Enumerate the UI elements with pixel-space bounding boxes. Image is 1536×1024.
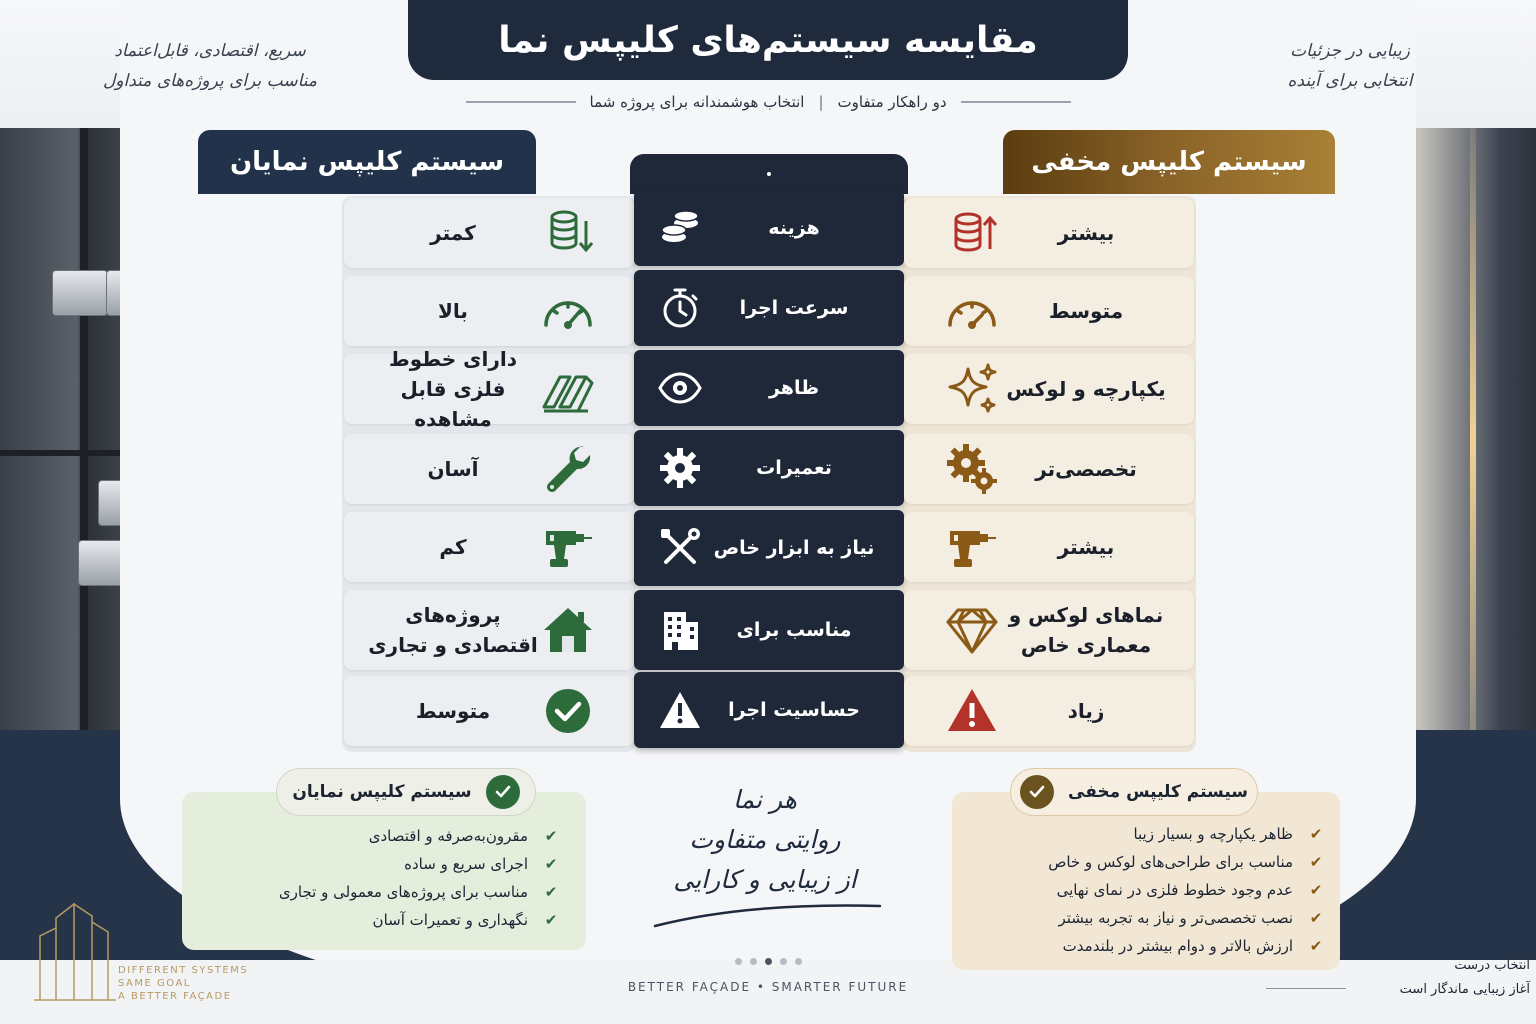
list-item: ✔ ارزش بالاتر و دوام بیشتر در بلندمدت: [1062, 937, 1323, 955]
corner-note-left: سریع، اقتصادی، قابل‌اعتماد مناسب برای پروژه‌های متداول: [102, 41, 318, 91]
check-circle-icon: [486, 775, 520, 809]
hidden-summary-title: سیستم کلیپس مخفی: [1010, 768, 1258, 816]
center-quote: هر نما روایتی متفاوت از زیبایی و کارایی: [620, 780, 910, 942]
warning-icon: [944, 683, 1000, 739]
corner-note-right: زیبایی در جزئیات انتخابی برای آینده: [1287, 41, 1413, 91]
diamond-icon: [944, 602, 1000, 658]
check-circle-icon: [1020, 775, 1054, 809]
visible-system-header: سیستم کلیپس نمایان: [198, 130, 536, 194]
row-appearance-hidden: یکپارچه و لوکس: [904, 354, 1194, 424]
list-item: ✔ مناسب برای پروژه‌های معمولی و تجاری: [278, 883, 558, 901]
stopwatch-icon: [658, 286, 702, 330]
drill-icon: [540, 519, 596, 575]
coins-up-icon: [944, 205, 1000, 261]
row-suitable-hidden: نماهای لوکس و معماری خاص: [904, 590, 1194, 670]
list-item: ✔ مقرون‌به‌صرفه و اقتصادی: [368, 827, 558, 845]
swash-decoration: [645, 900, 885, 930]
gauge-mid-icon: [944, 283, 1000, 339]
page-subtitle: دو راهکار متفاوت | انتخاب هوشمندانه برای پروژه شما: [440, 90, 1096, 114]
list-item: ✔ ظاهر یکپارچه و بسیار زیبا: [1133, 825, 1323, 843]
footer-slogan: انتخاب درست آغاز زیبایی ماندگار است: [1399, 958, 1530, 997]
pager-dot[interactable]: [750, 958, 757, 965]
pager-dots: [735, 958, 802, 965]
list-item: ✔ نگهداری و تعمیرات آسان: [372, 911, 558, 929]
list-item: ✔ عدم وجود خطوط فلزی در نمای نهایی: [1056, 881, 1323, 899]
house-icon: [540, 602, 596, 658]
row-cost-visible: کمتر: [344, 198, 634, 268]
row-tools-visible: کم: [344, 512, 634, 582]
row-tools-criterion: نیاز به ابزار خاص: [634, 510, 904, 586]
row-sensitivity-visible: متوسط: [344, 676, 634, 746]
pager-dot-active[interactable]: [765, 958, 772, 965]
row-cost-hidden: بیشتر: [904, 198, 1194, 268]
building-logo-icon: [34, 896, 116, 1002]
wrench-icon: [540, 441, 596, 497]
check-circle-icon: [540, 683, 596, 739]
list-item: ✔ نصب تخصصی‌تر و نیاز به تجربه بیشتر: [1058, 909, 1323, 927]
gears-icon: [944, 441, 1000, 497]
list-item: ✔ اجرای سریع و ساده: [404, 855, 558, 873]
coins-icon: [658, 206, 702, 250]
gauge-high-icon: [540, 283, 596, 339]
drill-icon: [944, 519, 1000, 575]
visible-summary-list: [240, 822, 560, 934]
row-repairs-criterion: تعمیرات: [634, 430, 904, 506]
logo-text: DIFFERENT SYSTEMS SAME GOAL A BETTER FAÇADE: [118, 965, 249, 1002]
tools-icon: [658, 526, 702, 570]
row-suitable-criterion: مناسب برای: [634, 590, 904, 670]
visible-summary-title: سیستم کلیپس نمایان: [276, 768, 536, 816]
pager-dot[interactable]: [780, 958, 787, 965]
pager-dot[interactable]: [795, 958, 802, 965]
eye-icon: [658, 366, 702, 410]
row-repairs-hidden: تخصصی‌تر: [904, 434, 1194, 504]
tagline: BETTER FAÇADE • SMARTER FUTURE: [627, 980, 909, 994]
row-cost-criterion: هزینه: [634, 190, 904, 266]
row-speed-visible: بالا: [344, 276, 634, 346]
gear-icon: [658, 446, 702, 490]
building-icon: [658, 608, 702, 652]
row-suitable-visible: پروژه‌های اقتصادی و تجاری: [344, 590, 634, 670]
metal-profile-icon: [540, 361, 596, 417]
row-sensitivity-hidden: زیاد: [904, 676, 1194, 746]
row-repairs-visible: آسان: [344, 434, 634, 504]
coins-down-icon: [540, 205, 596, 261]
list-item: ✔ مناسب برای طراحی‌های لوکس و خاص: [1048, 853, 1323, 871]
row-sensitivity-criterion: حساسیت اجرا: [634, 672, 904, 748]
sparkle-icon: [944, 361, 1000, 417]
page-title: مقایسه سیستم‌های کلیپس نما: [408, 0, 1128, 80]
row-appearance-visible: دارای خطوط فلزی قابل مشاهده: [344, 354, 634, 424]
row-appearance-criterion: ظاهر: [634, 350, 904, 426]
row-speed-criterion: سرعت اجرا: [634, 270, 904, 346]
row-speed-hidden: متوسط: [904, 276, 1194, 346]
hidden-system-header: سیستم کلیپس مخفی: [1003, 130, 1335, 194]
pager-dot[interactable]: [735, 958, 742, 965]
warning-icon: [658, 688, 702, 732]
criteria-header: [630, 154, 908, 194]
hidden-summary-list: [1000, 820, 1325, 960]
row-tools-hidden: بیشتر: [904, 512, 1194, 582]
